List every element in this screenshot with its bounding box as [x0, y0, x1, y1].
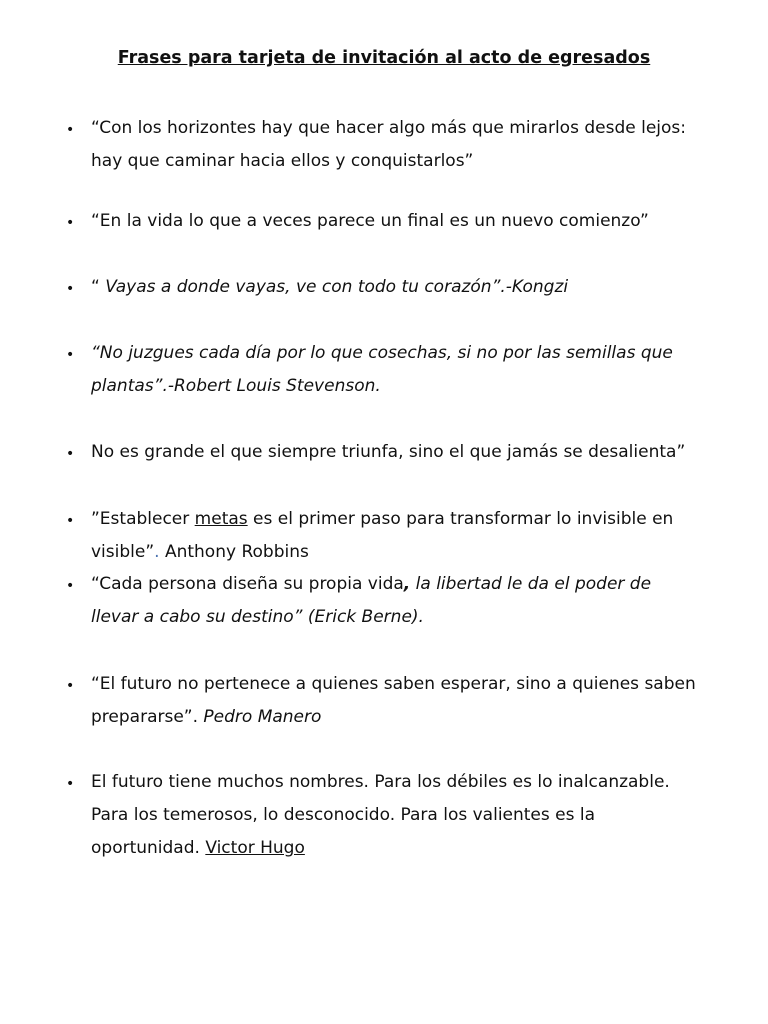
quote-author: Anthony Robbins	[159, 542, 309, 562]
quote-text: oportunidad.	[91, 838, 206, 858]
bullet-icon: •	[66, 513, 75, 529]
list-item	[91, 271, 731, 304]
metas-link[interactable]: metas	[194, 509, 248, 529]
quote-dot: .	[154, 542, 160, 562]
quote-text: Vayas a donde vayas, ve con todo tu corazón”.-Kongzi	[99, 277, 569, 297]
quote-line: “No juzgues cada día por lo que cosechas, si no por las semillas que	[91, 343, 673, 363]
quote-line: Para los temerosos, lo desconocido. Para los valientes es la	[91, 805, 596, 825]
quote-line: “Con los horizontes hay que hacer algo más que mirarlos desde lejos:	[91, 118, 686, 138]
quote-line: “El futuro no pertenece a quienes saben esperar, sino a quienes saben	[91, 674, 696, 694]
quote-line: plantas”.-Robert Louis Stevenson.	[91, 376, 381, 396]
page-title: Frases para tarjeta de invitación al acto de egresados	[117, 48, 651, 68]
list-item	[91, 436, 731, 469]
quote-line: “En la vida lo que a veces parece un final es un nuevo comienzo”	[91, 211, 649, 231]
bullet-icon: •	[66, 776, 75, 792]
bullet-icon: •	[66, 215, 75, 231]
list-item	[91, 668, 731, 734]
list-item	[91, 337, 731, 403]
list-item	[91, 112, 731, 178]
quote-line: hay que caminar hacia ellos y conquistarlos”	[91, 151, 474, 171]
quote-text: prepararse”.	[91, 707, 198, 727]
list-item	[91, 503, 731, 569]
quote-line: llevar a cabo su destino” (Erick Berne).	[91, 607, 424, 627]
quote-comma: ,	[403, 574, 411, 594]
quote-author: Pedro Manero	[198, 707, 322, 727]
bullet-icon: •	[66, 578, 75, 594]
quote-text: la libertad le da el poder de	[410, 574, 652, 594]
list-item	[91, 568, 731, 634]
list-item	[91, 766, 731, 865]
bullet-icon: •	[66, 678, 75, 694]
bullet-icon: •	[66, 122, 75, 138]
quote-text: ”Establecer	[91, 509, 195, 529]
quote-text: visible”	[91, 542, 155, 562]
quote-text: es el primer paso para transformar lo invisible en	[247, 509, 674, 529]
bullet-icon: •	[66, 281, 75, 297]
quote-open-mark: “	[91, 277, 100, 297]
quote-line: El futuro tiene muchos nombres. Para los débiles es lo inalcanzable.	[91, 772, 670, 792]
bullet-icon: •	[66, 347, 75, 363]
list-item	[91, 205, 731, 238]
quote-text: “Cada persona diseña su propia vida	[91, 574, 404, 594]
bullet-icon: •	[66, 446, 75, 462]
quote-line: No es grande el que siempre triunfa, sino el que jamás se desalienta”	[91, 442, 686, 462]
victor-hugo-link[interactable]: Victor Hugo	[205, 838, 305, 858]
